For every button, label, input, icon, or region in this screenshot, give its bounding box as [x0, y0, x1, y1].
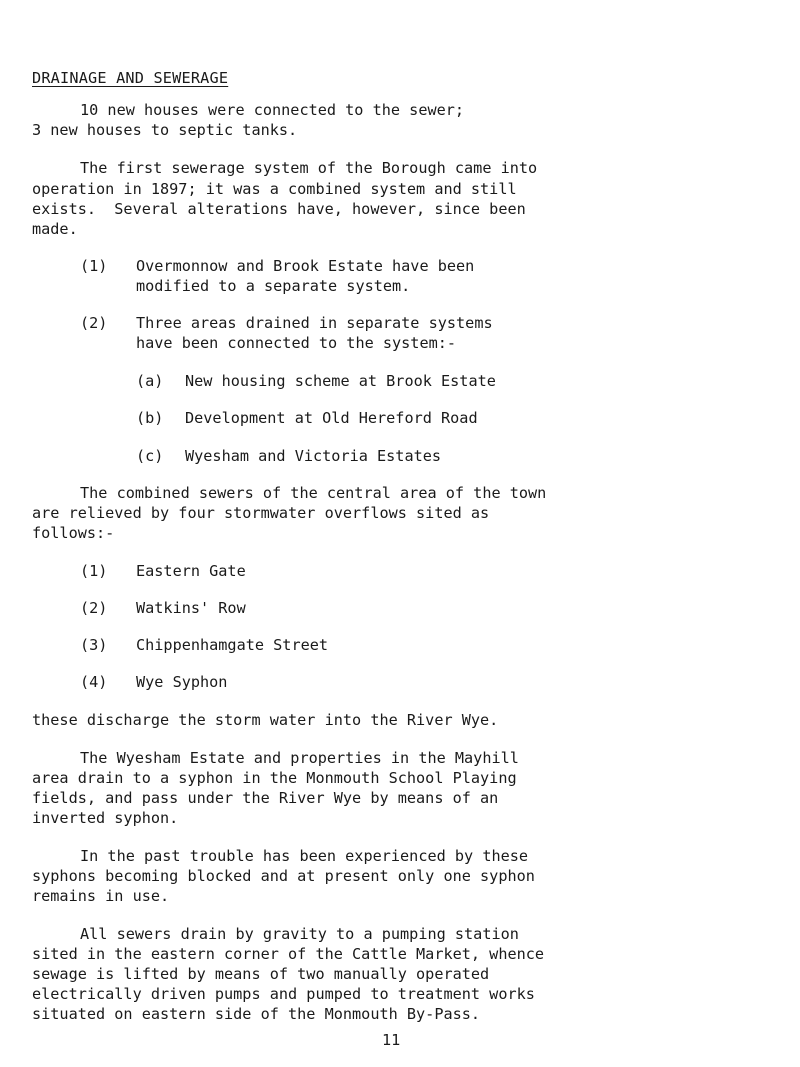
intro-line-1: 10 new houses were connected to the sewer; [80, 101, 465, 119]
overflow-item-text: Watkins' Row [136, 599, 246, 617]
paragraph-4-line-1: In the past trouble has been experienced by these [80, 847, 529, 865]
paragraph-1-line-2: operation in 1897; it was a combined system and still [32, 180, 517, 198]
paragraph-3-line-1: The Wyesham Estate and properties in the Mayhill [80, 749, 519, 767]
paragraph-2-line-1: The combined sewers of the central area of the town [80, 484, 547, 502]
list-item-number: (2) [80, 314, 108, 332]
paragraph-5-line-1: All sewers drain by gravity to a pumping station [80, 925, 519, 943]
page-number: 11 [382, 1031, 401, 1049]
intro-line-2: 3 new houses to septic tanks. [32, 121, 298, 139]
paragraph-5-line-2: sited in the eastern corner of the Cattle Market, whence [32, 945, 545, 963]
paragraph-1-line-4: made. [32, 220, 78, 238]
sublist-item-letter: (a) [136, 372, 164, 390]
paragraph-4-line-3: remains in use. [32, 887, 170, 905]
paragraph-3-line-3: fields, and pass under the River Wye by means of an [32, 789, 499, 807]
overflow-item-text: Wye Syphon [136, 673, 228, 691]
discharge-line: these discharge the storm water into the River Wye. [32, 711, 499, 729]
paragraph-2-line-2: are relieved by four stormwater overflows sited as [32, 504, 490, 522]
overflow-item-number: (3) [80, 636, 108, 654]
paragraph-5-line-3: sewage is lifted by means of two manually operated [32, 965, 490, 983]
sublist-item-text: New housing scheme at Brook Estate [185, 372, 496, 390]
overflow-item-text: Chippenhamgate Street [136, 636, 329, 654]
sublist-item-text: Development at Old Hereford Road [185, 409, 478, 427]
paragraph-4-line-2: syphons becoming blocked and at present only one syphon [32, 867, 535, 885]
paragraph-1-line-1: The first sewerage system of the Borough came into [80, 159, 538, 177]
paragraph-5-line-5: situated on eastern side of the Monmouth By-Pass. [32, 1005, 481, 1023]
sublist-item-letter: (b) [136, 409, 164, 427]
overflow-item-number: (2) [80, 599, 108, 617]
list-item-text: modified to a separate system. [136, 277, 411, 295]
overflow-item-number: (1) [80, 562, 108, 580]
list-item-text: Three areas drained in separate systems [136, 314, 493, 332]
list-item-number: (1) [80, 257, 108, 275]
sublist-item-text: Wyesham and Victoria Estates [185, 447, 442, 465]
overflow-item-number: (4) [80, 673, 108, 691]
paragraph-5-line-4: electrically driven pumps and pumped to treatment works [32, 985, 535, 1003]
page-heading: DRAINAGE AND SEWERAGE [32, 69, 229, 87]
paragraph-2-line-3: follows:- [32, 524, 115, 542]
paragraph-1-line-3: exists. Several alterations have, however, since been [32, 200, 526, 218]
list-item-text: have been connected to the system:- [136, 334, 457, 352]
paragraph-3-line-4: inverted syphon. [32, 809, 179, 827]
paragraph-3-line-2: area drain to a syphon in the Monmouth School Playing [32, 769, 517, 787]
overflow-item-text: Eastern Gate [136, 562, 246, 580]
sublist-item-letter: (c) [136, 447, 164, 465]
list-item-text: Overmonnow and Brook Estate have been [136, 257, 475, 275]
